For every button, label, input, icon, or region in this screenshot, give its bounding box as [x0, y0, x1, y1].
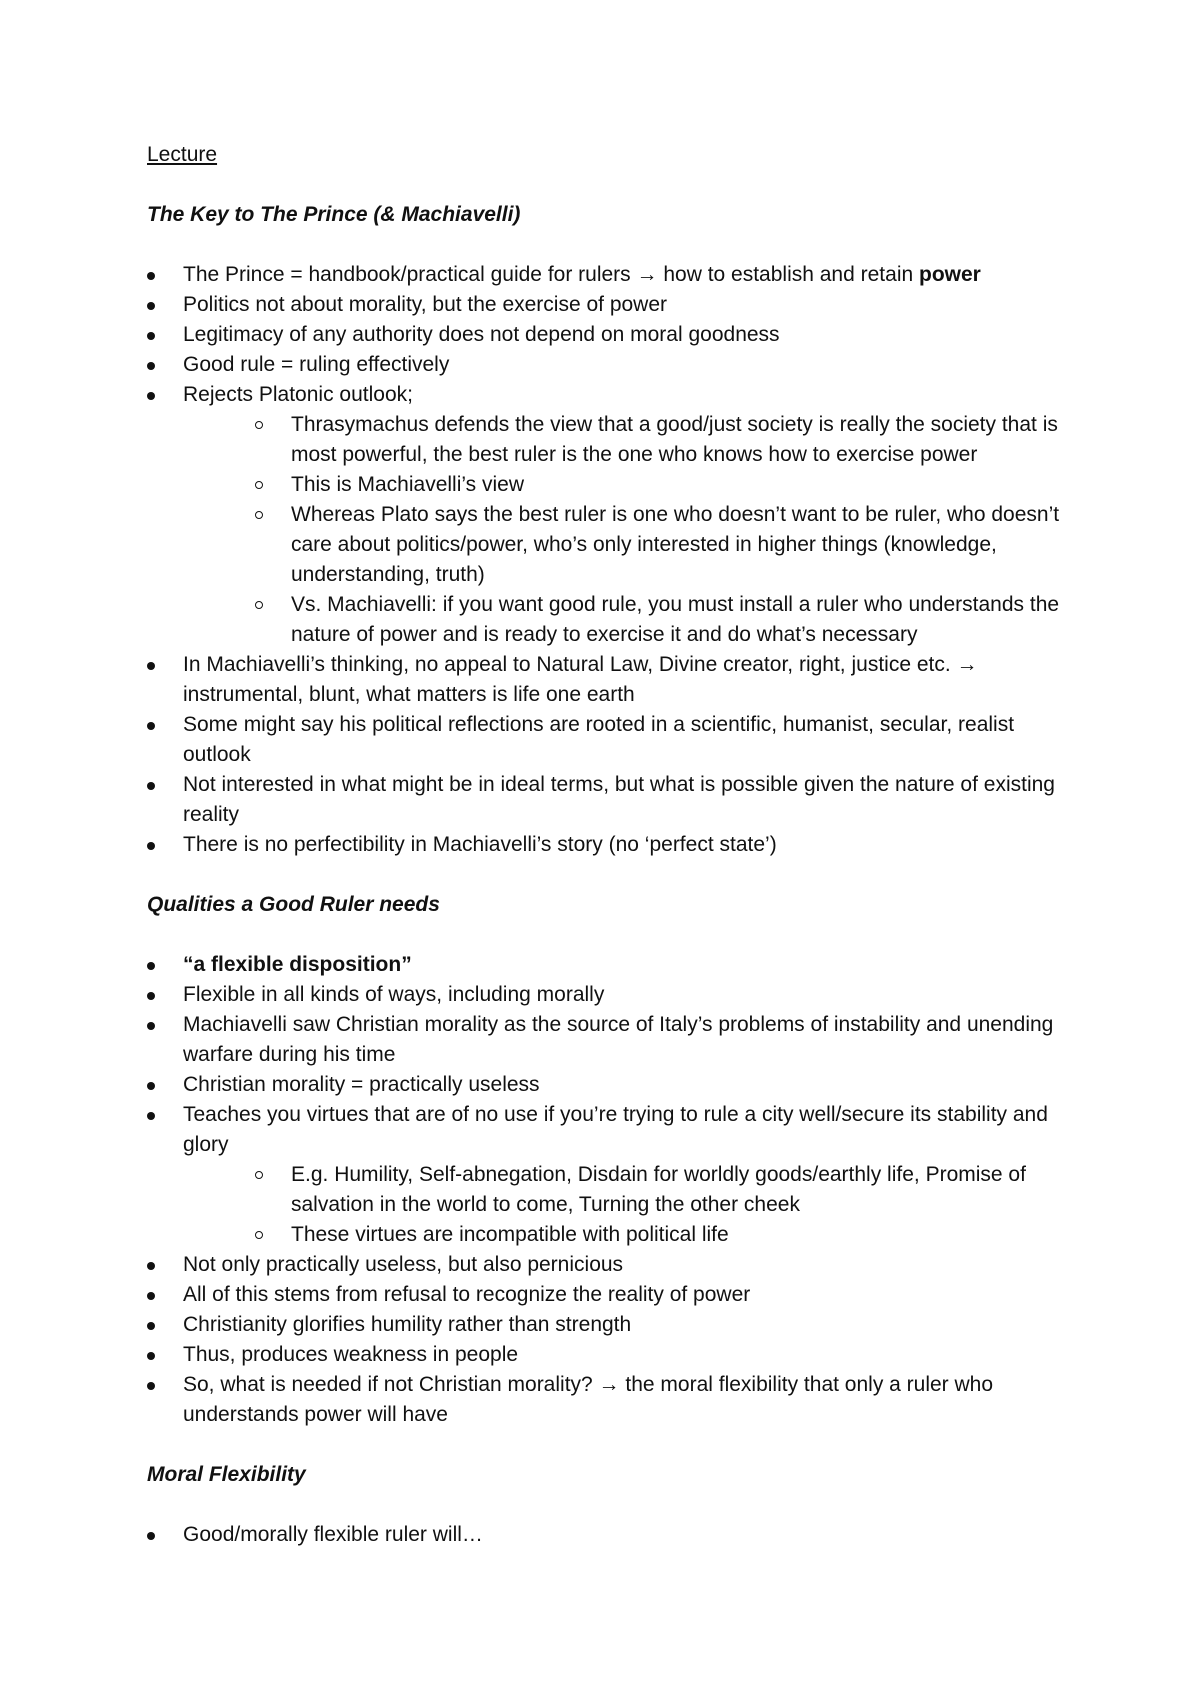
list-item: So, what is needed if not Christian morality? → the moral flexibility that only a ruler who understands power will have	[147, 1370, 1067, 1430]
bullet-icon	[147, 272, 155, 280]
list-item: Not only practically useless, but also pernicious	[147, 1250, 1067, 1280]
bullet-icon	[147, 1022, 155, 1030]
hollow-bullet-icon	[255, 1231, 263, 1239]
bullet-icon	[147, 662, 155, 670]
list-item: There is no perfectibility in Machiavelli’s story (no ‘perfect state’)	[147, 830, 1067, 860]
bullet-icon	[147, 1292, 155, 1300]
sub-list-item: Whereas Plato says the best ruler is one who doesn’t want to be ruler, who doesn’t care about politics/power, who’s only interested in higher things (knowledge, understanding, truth)	[255, 500, 1067, 590]
sub-list	[183, 1160, 1067, 1250]
hollow-bullet-icon	[255, 1171, 263, 1179]
bullet-icon	[147, 362, 155, 370]
bullet-icon	[147, 1082, 155, 1090]
hollow-bullet-icon	[255, 511, 263, 519]
bullet-icon	[147, 1382, 155, 1390]
document-title: Lecture	[147, 143, 218, 166]
bullet-list-qualities	[147, 950, 1067, 1430]
list-item: Good rule = ruling effectively	[147, 350, 1067, 380]
bullet-icon	[147, 302, 155, 310]
section-heading-key-to-the-prince: The Key to The Prince (& Machiavelli)	[147, 203, 521, 226]
document-page	[147, 140, 1067, 1550]
list-item: In Machiavelli’s thinking, no appeal to Natural Law, Divine creator, right, justice etc. → instrumental, blunt, what matters is life one earth	[147, 650, 1067, 710]
list-item: Teaches you virtues that are of no use if you’re trying to rule a city well/secure its stability and glory E.g. Humility, Self-abnegation, Disdain for worldly goods/earthly life, Promise of salvation in the world to come, Turning the other cheek These virtues are incompatible with political life	[147, 1100, 1067, 1250]
bullet-icon	[147, 332, 155, 340]
sub-list-item: These virtues are incompatible with political life	[255, 1220, 1067, 1250]
list-item: “a flexible disposition”	[147, 950, 1067, 980]
bullet-icon	[147, 962, 155, 970]
bullet-icon	[147, 392, 155, 400]
sub-list	[183, 410, 1067, 650]
bullet-icon	[147, 1112, 155, 1120]
list-item: Some might say his political reflections are rooted in a scientific, humanist, secular, realist outlook	[147, 710, 1067, 770]
list-item: Politics not about morality, but the exercise of power	[147, 290, 1067, 320]
section-heading-moral-flexibility: Moral Flexibility	[147, 1463, 306, 1486]
bullet-icon	[147, 1352, 155, 1360]
list-item: Rejects Platonic outlook; Thrasymachus defends the view that a good/just society is really the society that is most powerful, the best ruler is the one who knows how to exercise power This is Machiavelli’s view Whereas Plato says the best ruler is one who doesn’t want to be ruler, who doesn’t care about politics/power, who’s only interested in higher things (knowledge, understanding, truth) Vs. Machiavelli: if you want good rule, you must install a ruler who understands the nature of power and is ready to exercise it and do what’s necessary	[147, 380, 1067, 650]
list-item: All of this stems from refusal to recognize the reality of power	[147, 1280, 1067, 1310]
list-item: The Prince = handbook/practical guide for rulers → how to establish and retain power	[147, 260, 1067, 290]
bullet-icon	[147, 992, 155, 1000]
bullet-list-moral-flexibility	[147, 1520, 1067, 1550]
sub-list-item: This is Machiavelli’s view	[255, 470, 1067, 500]
sub-list-item: E.g. Humility, Self-abnegation, Disdain for worldly goods/earthly life, Promise of salvation in the world to come, Turning the other cheek	[255, 1160, 1067, 1220]
bullet-icon	[147, 722, 155, 730]
bullet-icon	[147, 1532, 155, 1540]
bullet-list-key-to-the-prince	[147, 260, 1067, 860]
bullet-icon	[147, 1262, 155, 1270]
sub-list-item: Thrasymachus defends the view that a good/just society is really the society that is most powerful, the best ruler is the one who knows how to exercise power	[255, 410, 1067, 470]
section-heading-qualities-good-ruler: Qualities a Good Ruler needs	[147, 893, 440, 916]
list-item: Not interested in what might be in ideal terms, but what is possible given the nature of existing reality	[147, 770, 1067, 830]
bullet-icon	[147, 842, 155, 850]
list-item: Christianity glorifies humility rather than strength	[147, 1310, 1067, 1340]
list-item: Christian morality = practically useless	[147, 1070, 1067, 1100]
bullet-icon	[147, 782, 155, 790]
list-item: Flexible in all kinds of ways, including morally	[147, 980, 1067, 1010]
hollow-bullet-icon	[255, 481, 263, 489]
list-item: Thus, produces weakness in people	[147, 1340, 1067, 1370]
list-item: Machiavelli saw Christian morality as the source of Italy’s problems of instability and unending warfare during his time	[147, 1010, 1067, 1070]
list-item: Legitimacy of any authority does not depend on moral goodness	[147, 320, 1067, 350]
hollow-bullet-icon	[255, 601, 263, 609]
list-item: Good/morally flexible ruler will…	[147, 1520, 1067, 1550]
hollow-bullet-icon	[255, 421, 263, 429]
sub-list-item: Vs. Machiavelli: if you want good rule, you must install a ruler who understands the nature of power and is ready to exercise it and do what’s necessary	[255, 590, 1067, 650]
bullet-icon	[147, 1322, 155, 1330]
